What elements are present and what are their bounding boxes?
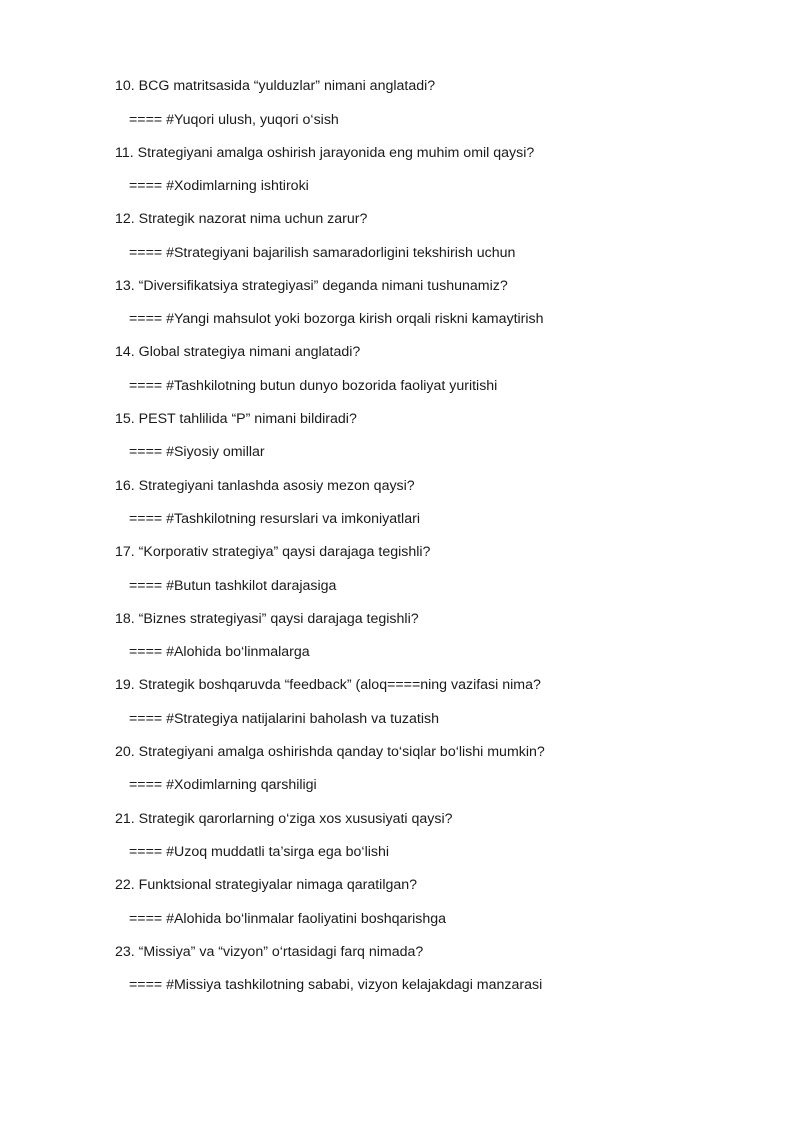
qa-item-21 bbox=[0, 807, 800, 874]
question-text: 20. Strategiyani amalga oshirishda qanday to‘siqlar bo‘lishi mumkin? bbox=[115, 743, 545, 760]
answer-text: ==== #Butun tashkilot darajasiga bbox=[129, 577, 337, 594]
question-text: 16. Strategiyani tanlashda asosiy mezon qaysi? bbox=[115, 477, 415, 494]
question-text: 13. “Diversifikatsiya strategiyasi” deganda nimani tushunamiz? bbox=[115, 277, 508, 294]
question-text: 21. Strategik qarorlarning o‘ziga xos xususiyati qaysi? bbox=[115, 810, 453, 827]
answer-text: ==== #Alohida bo‘linmalar faoliyatini boshqarishga bbox=[129, 910, 447, 927]
question-text: 12. Strategik nazorat nima uchun zarur? bbox=[115, 211, 368, 228]
answer-text: ==== #Yangi mahsulot yoki bozorga kirish orqali riskni kamaytirish bbox=[129, 311, 544, 328]
qa-item-15 bbox=[0, 407, 800, 474]
qa-item-12 bbox=[0, 207, 800, 274]
qa-list bbox=[0, 74, 800, 1006]
answer-text: ==== #Xodimlarning ishtiroki bbox=[129, 178, 309, 195]
answer-text: ==== #Siyosiy omillar bbox=[129, 444, 265, 461]
qa-item-11 bbox=[0, 141, 800, 208]
qa-item-20 bbox=[0, 740, 800, 807]
qa-item-17 bbox=[0, 540, 800, 607]
qa-item-22 bbox=[0, 873, 800, 940]
answer-text: ==== #Yuqori ulush, yuqori o‘sish bbox=[129, 111, 339, 128]
question-text: 10. BCG matritsasida “yulduzlar” nimani anglatadi? bbox=[115, 78, 436, 94]
qa-item-10 bbox=[0, 74, 800, 141]
qa-item-13 bbox=[0, 274, 800, 341]
qa-item-19 bbox=[0, 673, 800, 740]
qa-item-16 bbox=[0, 474, 800, 541]
question-text: 22. Funktsional strategiyalar nimaga qaratilgan? bbox=[115, 877, 418, 894]
question-text: 19. Strategik boshqaruvda “feedback” (aloq====ning vazifasi nima? bbox=[115, 677, 541, 694]
answer-text: ==== #Strategiya natijalarini baholash va tuzatish bbox=[129, 710, 439, 727]
question-text: 11. Strategiyani amalga oshirish jarayonida eng muhim omil qaysi? bbox=[115, 144, 535, 161]
answer-text: ==== #Strategiyani bajarilish samaradorligini tekshirish uchun bbox=[129, 244, 516, 261]
qa-item-18 bbox=[0, 607, 800, 674]
question-text: 17. “Korporativ strategiya” qaysi darajaga tegishli? bbox=[115, 544, 431, 561]
qa-item-23 bbox=[0, 940, 800, 1007]
question-text: 14. Global strategiya nimani anglatadi? bbox=[115, 344, 361, 361]
answer-text: ==== #Missiya tashkilotning sababi, vizyon kelajakdagi manzarasi bbox=[129, 977, 543, 994]
question-text: 23. “Missiya” va “vizyon” o‘rtasidagi farq nimada? bbox=[115, 943, 424, 960]
question-text: 18. “Biznes strategiyasi” qaysi darajaga tegishli? bbox=[115, 610, 419, 627]
answer-text: ==== #Xodimlarning qarshiligi bbox=[129, 777, 317, 794]
answer-text: ==== #Alohida bo‘linmalarga bbox=[129, 644, 310, 661]
answer-text: ==== #Uzoq muddatli ta’sirga ega bo‘lishi bbox=[129, 844, 390, 861]
qa-item-14 bbox=[0, 340, 800, 407]
answer-text: ==== #Tashkilotning resurslari va imkoniyatlari bbox=[129, 511, 420, 528]
answer-text: ==== #Tashkilotning butun dunyo bozorida faoliyat yuritishi bbox=[129, 377, 498, 394]
question-text: 15. PEST tahlilida “P” nimani bildiradi? bbox=[115, 410, 357, 427]
